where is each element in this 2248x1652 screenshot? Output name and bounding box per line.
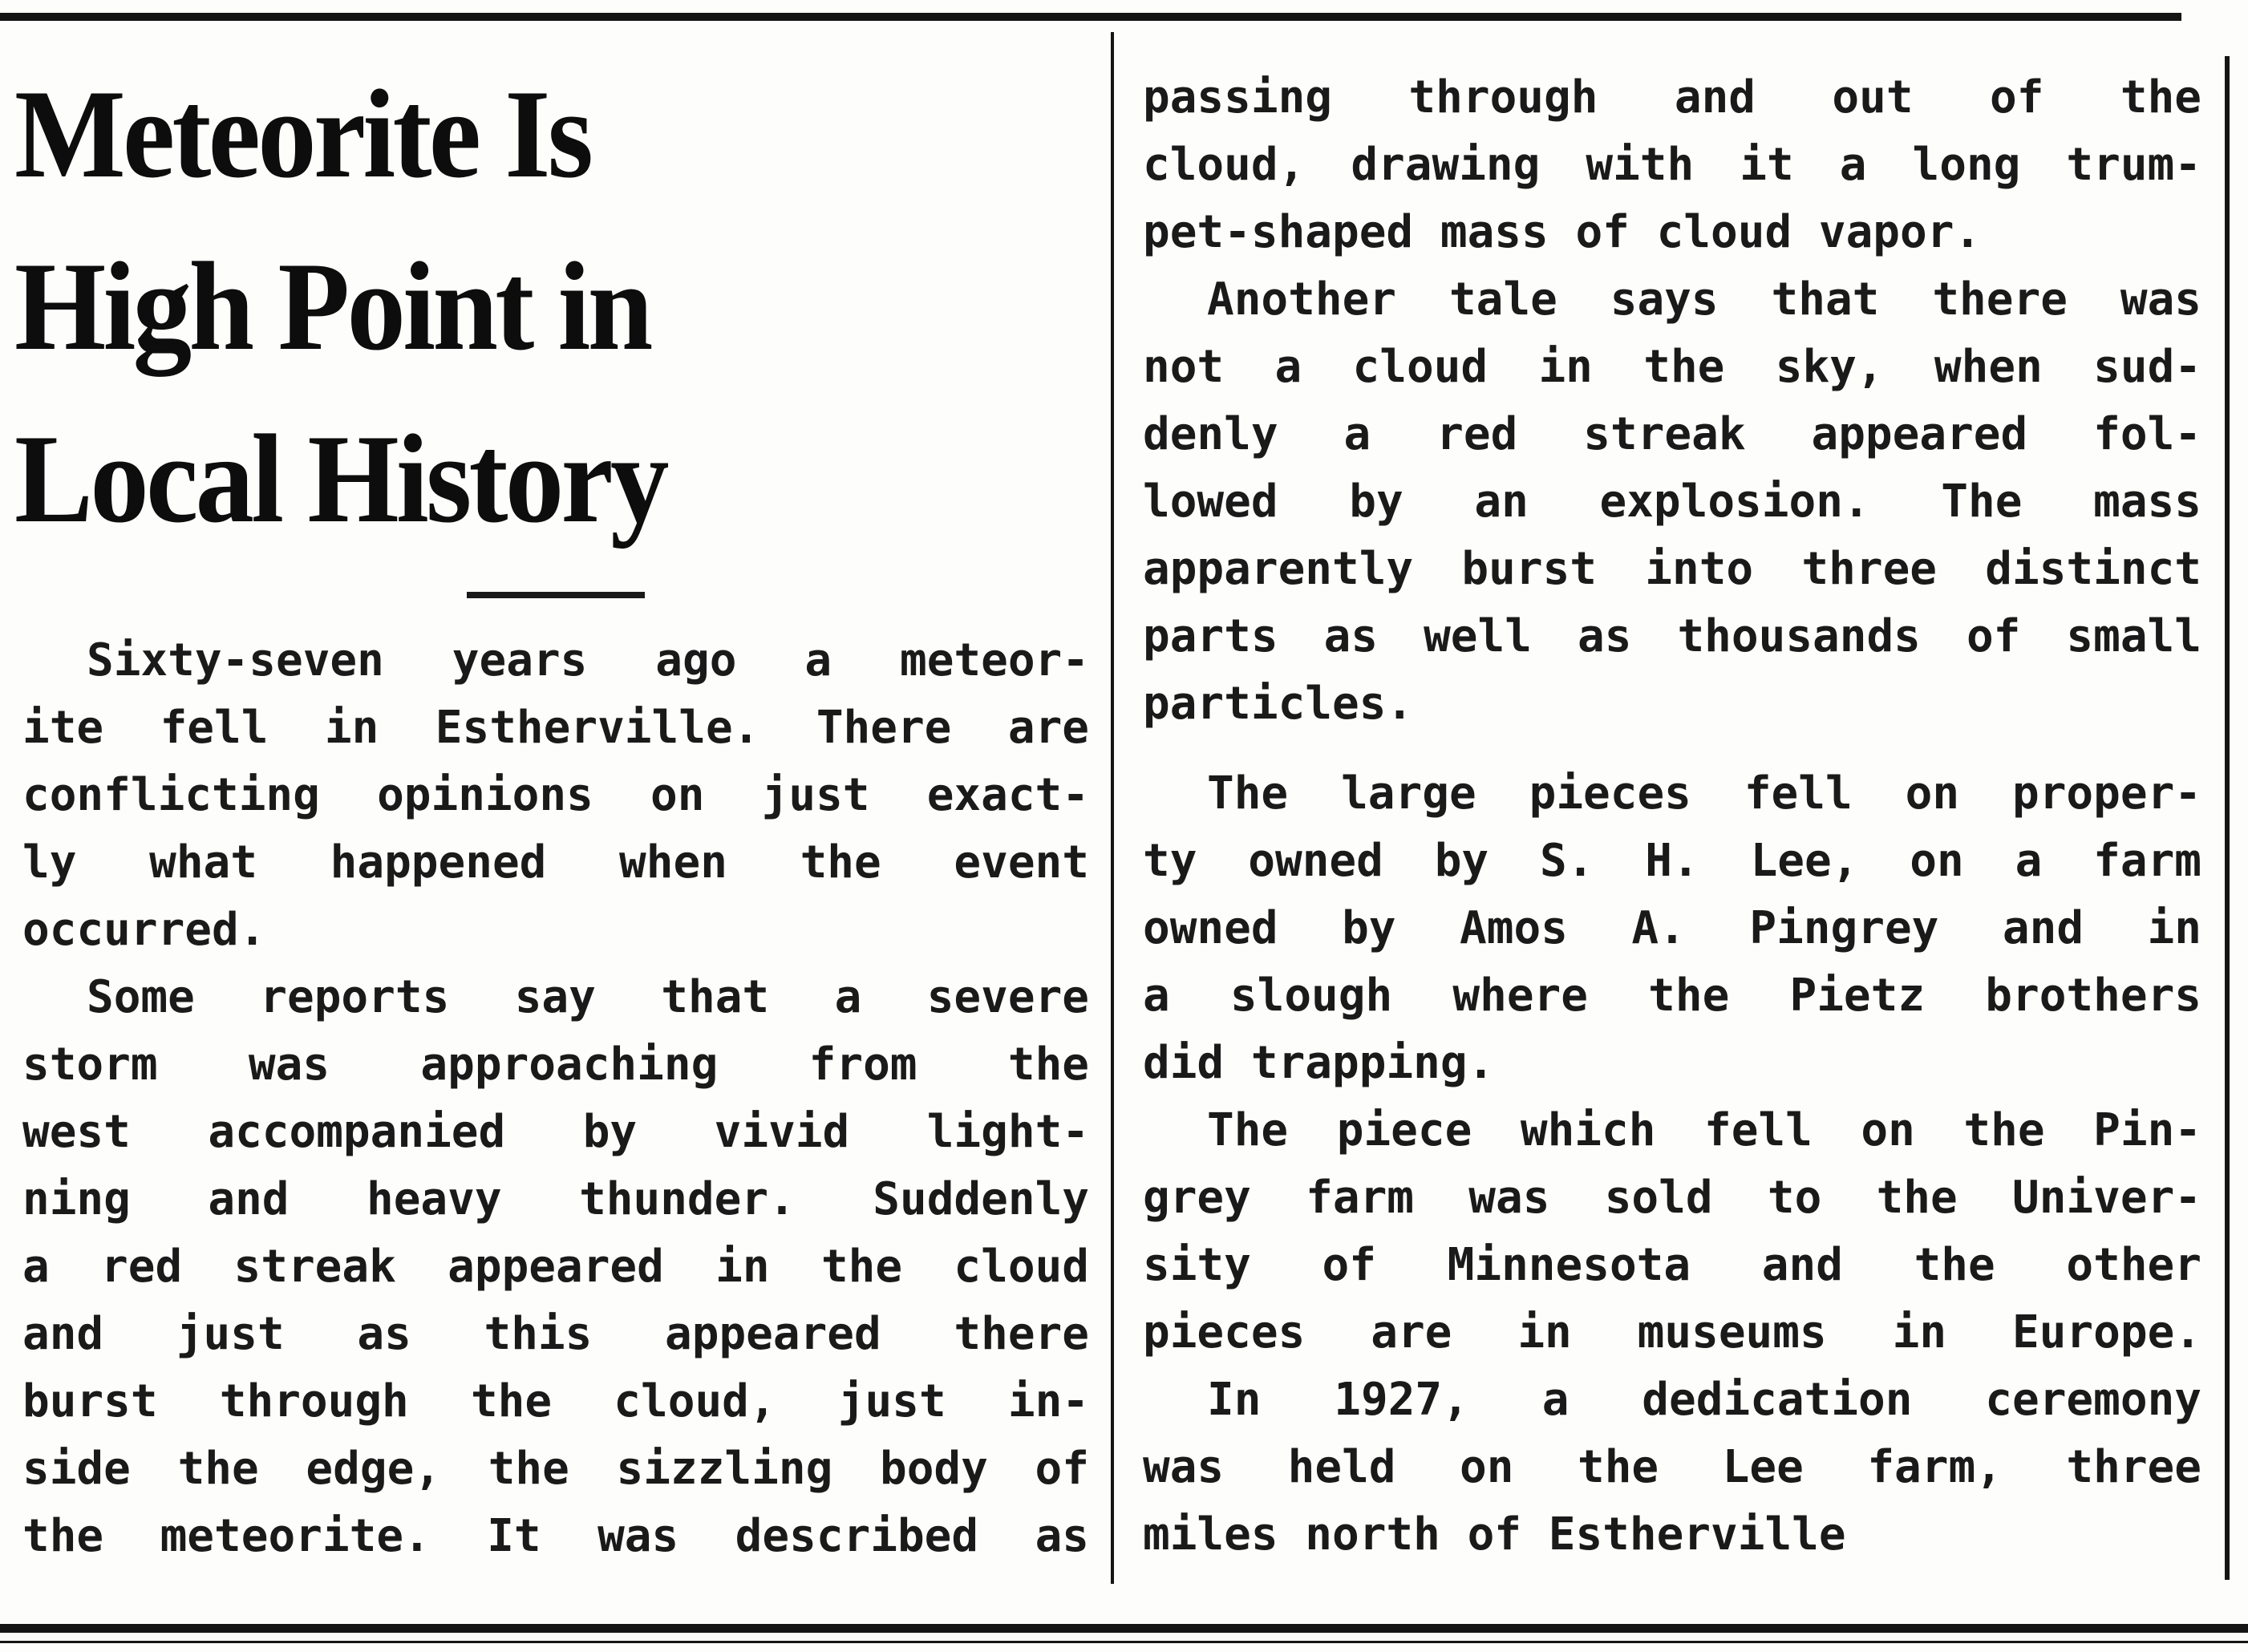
text-line: The large pieces fell on proper- bbox=[1207, 767, 2201, 820]
text-line: lowed by an explosion. The mass bbox=[1143, 476, 2201, 528]
right-column bbox=[1143, 64, 2201, 1569]
text-line: ning and heavy thunder. Suddenly bbox=[22, 1173, 1089, 1225]
text-line: and just as this appeared there bbox=[22, 1308, 1089, 1360]
text-line: did trapping. bbox=[1143, 1037, 1495, 1089]
text-line: side the edge, the sizzling body of bbox=[22, 1443, 1089, 1495]
right-edge-rule bbox=[2225, 56, 2230, 1580]
text-line: passing through and out of the bbox=[1143, 71, 2201, 123]
headline-line: Local History bbox=[14, 409, 666, 549]
text-line: ite fell in Estherville. There are bbox=[22, 702, 1089, 754]
text-line: sity of Minnesota and the other bbox=[1143, 1239, 2201, 1291]
bottom-thin-rule bbox=[0, 1641, 2248, 1643]
text-line: was held on the Lee farm, three bbox=[1143, 1441, 2201, 1493]
text-line: a red streak appeared in the cloud bbox=[22, 1241, 1089, 1293]
text-line: west accompanied by vivid light- bbox=[22, 1106, 1089, 1158]
paragraph-gap bbox=[1143, 738, 2201, 760]
paragraph bbox=[22, 964, 1089, 1570]
column-divider bbox=[1111, 32, 1114, 1584]
text-line: occurred. bbox=[22, 904, 266, 956]
paragraph bbox=[22, 627, 1089, 964]
text-line: Sixty-seven years ago a meteor- bbox=[87, 634, 1089, 686]
text-line: grey farm was sold to the Univer- bbox=[1143, 1172, 2201, 1224]
text-line: apparently burst into three distinct bbox=[1143, 543, 2201, 595]
paragraph bbox=[1143, 266, 2201, 738]
headline-separator bbox=[467, 592, 645, 598]
text-line: Another tale says that there was bbox=[1207, 273, 2201, 326]
top-rule bbox=[0, 13, 2181, 21]
text-line: denly a red streak appeared fol- bbox=[1143, 408, 2201, 460]
text-line: ly what happened when the event bbox=[22, 836, 1089, 889]
text-line: conflicting opinions on just exact- bbox=[22, 769, 1089, 821]
left-column bbox=[22, 627, 1089, 1570]
headline-line: High Point in bbox=[14, 237, 650, 377]
text-line: a slough where the Pietz brothers bbox=[1143, 970, 2201, 1022]
text-line: Some reports say that a severe bbox=[87, 971, 1089, 1023]
text-line: parts as well as thousands of small bbox=[1143, 610, 2201, 662]
text-line: The piece which fell on the Pin- bbox=[1207, 1104, 2201, 1156]
text-line: ty owned by S. H. Lee, on a farm bbox=[1143, 835, 2201, 887]
text-line: miles north of Estherville bbox=[1143, 1508, 1846, 1561]
text-line: the meteorite. It was described as bbox=[22, 1510, 1089, 1562]
paragraph bbox=[1143, 1097, 2201, 1367]
text-line: storm was approaching from the bbox=[22, 1039, 1089, 1091]
paragraph bbox=[1143, 1367, 2201, 1569]
paragraph bbox=[1143, 64, 2201, 266]
paragraph bbox=[1143, 760, 2201, 1097]
text-line: cloud, drawing with it a long trum- bbox=[1143, 139, 2201, 191]
headline bbox=[14, 48, 760, 565]
text-line: pet-shaped mass of cloud vapor. bbox=[1143, 206, 1982, 258]
headline-line: Meteorite Is bbox=[14, 64, 591, 204]
text-line: In 1927, a dedication ceremony bbox=[1207, 1374, 2201, 1426]
text-line: pieces are in museums in Europe. bbox=[1143, 1306, 2201, 1358]
text-line: particles. bbox=[1143, 678, 1414, 730]
text-line: owned by Amos A. Pingrey and in bbox=[1143, 902, 2201, 954]
text-line: burst through the cloud, just in- bbox=[22, 1375, 1089, 1427]
bottom-rule bbox=[0, 1624, 2248, 1633]
text-line: not a cloud in the sky, when sud- bbox=[1143, 341, 2201, 393]
